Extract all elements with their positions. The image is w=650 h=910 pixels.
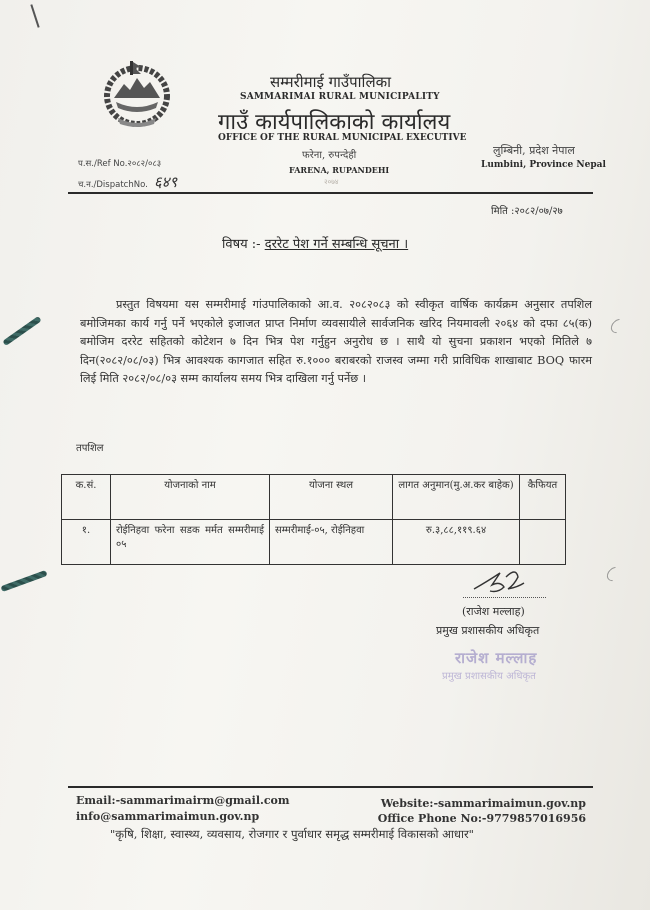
header-cost-estimate: लागत अनुमान(मु.अ.कर बाहेक) (393, 475, 520, 520)
table-header-row (62, 475, 566, 520)
punch-hole-bottom (604, 564, 624, 584)
location-np: फरेना, रुपन्देही (302, 150, 357, 161)
punch-hole-top (608, 316, 628, 336)
header-divider (68, 192, 593, 194)
header-project-location: योजना स्थल (270, 475, 393, 520)
stamp-name: राजेश मल्लाह (455, 649, 538, 667)
cell-serial: १. (62, 520, 111, 565)
stamp-title: प्रमुख प्रशासकीय अधिकृत (442, 671, 536, 682)
header-project-name: योजनाको नाम (111, 475, 270, 520)
reference-number: प.स./Ref No.२०८२/०८३ (78, 159, 162, 169)
dispatch-line (78, 172, 177, 192)
signature-line (463, 597, 546, 598)
signatory-title: प्रमुख प्रशासकीय अधिकृत (436, 624, 540, 637)
established-year: २०७४ (324, 178, 339, 186)
municipality-name-np: सम्मरीमाई गाउँपालिका (270, 73, 392, 91)
subject-line (222, 234, 408, 252)
footer-email: Email:-sammarimairm@gmail.com (76, 794, 290, 807)
footer-divider (68, 786, 593, 788)
header-remarks: कैफियत (520, 475, 566, 520)
cell-cost-estimate: रु.३,८८,११९.६४ (393, 520, 520, 565)
letter-date: मिति :२०८२/०७/२७ (491, 206, 563, 217)
municipality-name-en: SAMMARIMAI RURAL MUNICIPALITY (240, 92, 440, 102)
footer-motto: "कृषि, शिक्षा, स्वास्थ्य, व्यवसाय, रोजगार र पुर्वाधार समृद्ध सम्मरीमाई विकासको आधार" (110, 827, 474, 841)
nepal-emblem-icon (100, 58, 175, 130)
binding-string-bottom (0, 570, 47, 592)
pencil-mark (30, 4, 39, 27)
project-table (61, 474, 566, 565)
office-name-en: OFFICE OF THE RURAL MUNICIPAL EXECUTIVE (218, 133, 467, 143)
handwritten-signature (470, 565, 530, 597)
dispatch-number: ६४९ (153, 173, 178, 191)
footer-info-email: info@sammarimaimun.gov.np (76, 810, 260, 823)
office-name-np: गाउँ कार्यपालिकाको कार्यालय (218, 110, 451, 135)
header-serial: क.सं. (62, 475, 111, 520)
province-en: Lumbini, Province Nepal (481, 160, 606, 170)
footer-website: Website:-sammarimaimun.gov.np (380, 797, 586, 810)
location-en: FARENA, RUPANDEHI (289, 165, 390, 175)
body-paragraph: प्रस्तुत विषयमा यस सम्मरीमाई गांउपालिकाको आ.व. २०८२०८३ को स्वीकृत वार्षिक कार्यक्रम अनुसार तपशिल बमोजिमका कार्य गर्नु पर्ने भएकोले इजाजत प्राप्त निर्माण व्यवसायीले सार्वजनिक खरिद नियमावली २०६४ को दफा ८५(क) बमोजिम दररेट सहितको कोटेशन ७ दिन भित्र पेश गर्नुहुन अनुरोध छ । साथै यो सुचना प्रकाशन भएको मितिले ७ दिन(२०८२/०८/०३) भित्र आवश्यक कागजात सहित रु.१००० बराबरको राजस्व जम्मा गरी प्राविधिक शाखाबाट BOQ फारम लिई मिति २०८२/०८/०३ सम्म कार्यालय समय भित्र दाखिला गर्नु पर्नेछ । (80, 298, 592, 386)
footer-phone: Office Phone No:-9779857016956 (377, 812, 586, 825)
cell-remarks (520, 520, 566, 565)
table-row (62, 520, 566, 565)
binding-string-top (2, 316, 41, 346)
dispatch-label: च.न./DispatchNo. (78, 180, 148, 190)
table-caption: तपशिल (76, 443, 104, 454)
subject-prefix: विषय :- (222, 237, 265, 252)
cell-project-location: सम्मरीमाई-०५, रोईनिहवा (270, 520, 393, 565)
subject-title: दररेट पेश गर्ने सम्बन्धि सूचना । (264, 237, 409, 252)
cell-project-name: रोईनिहवा फरेना सडक मर्मत सम्मरीमाई ०५ (111, 520, 270, 565)
province-np: लुम्बिनी, प्रदेश नेपाल (493, 144, 575, 157)
signatory-name: (राजेश मल्लाह) (462, 605, 525, 618)
